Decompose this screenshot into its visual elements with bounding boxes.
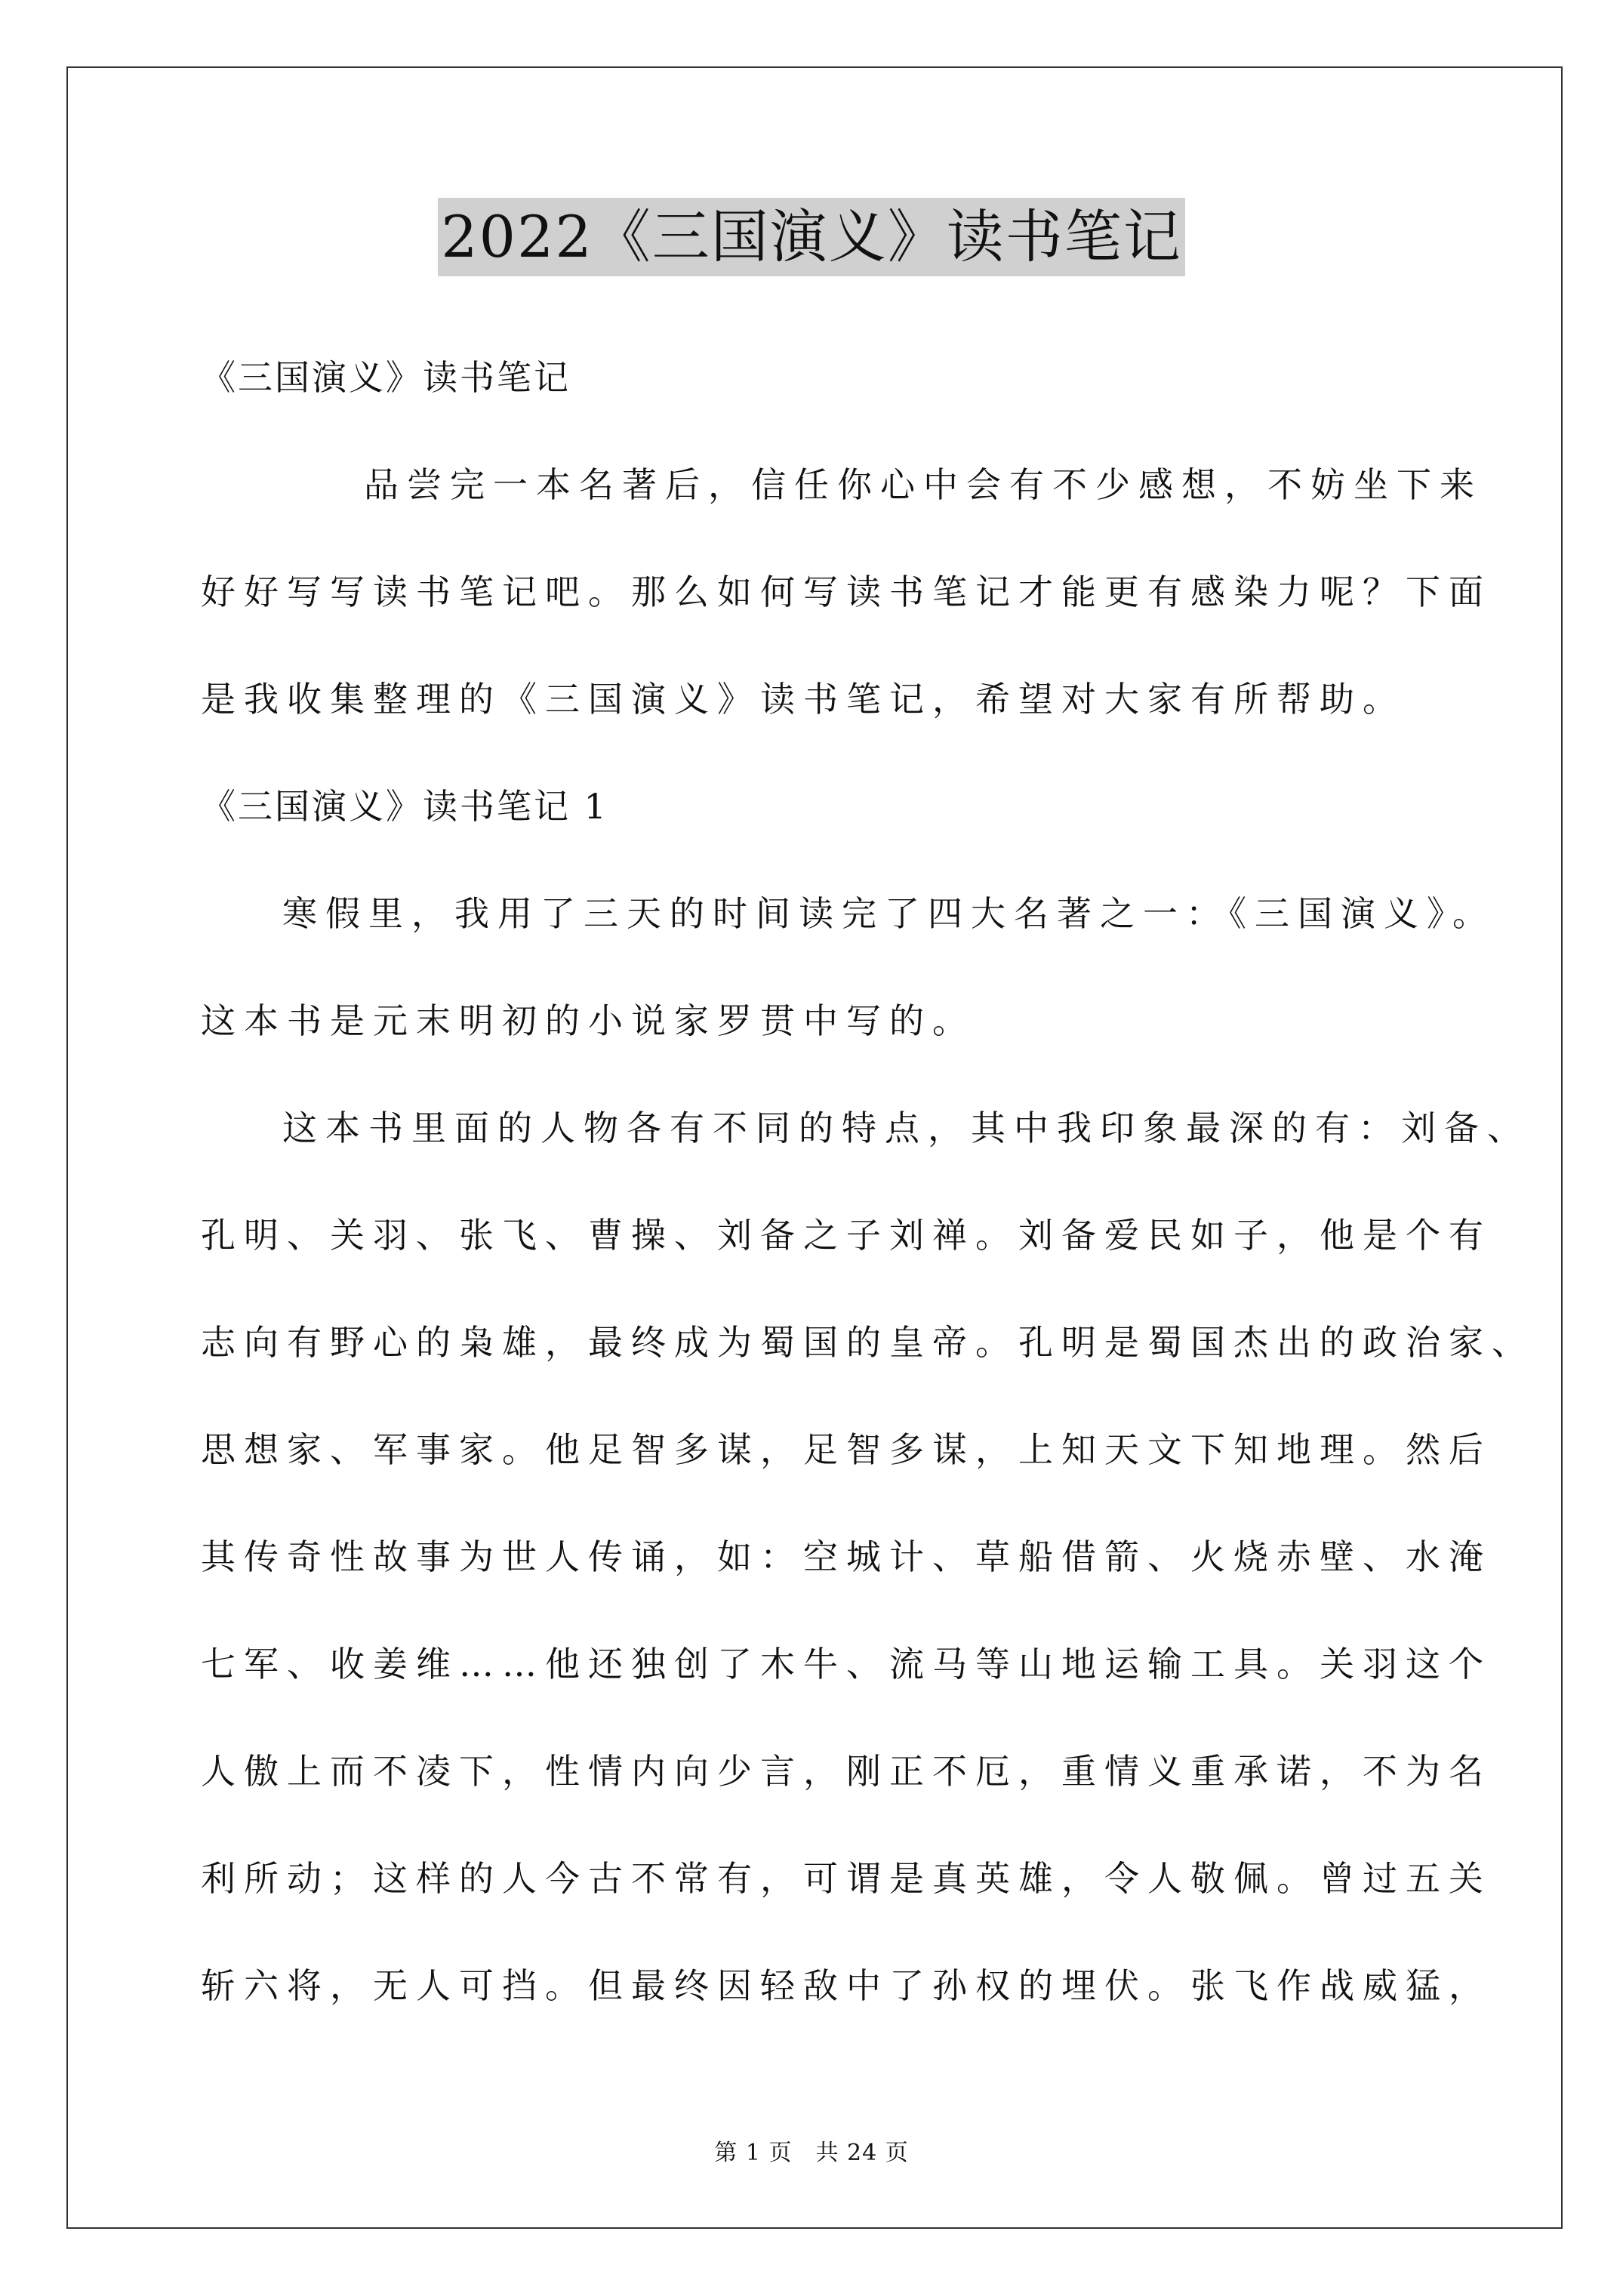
paragraph-line: 寒假里，我用了三天的时间读完了四大名著之一：《三国演义》。 bbox=[282, 893, 1495, 934]
section-heading: 《三国演义》读书笔记 1 bbox=[201, 786, 608, 827]
paragraph-line: 品尝完一本名著后，信任你心中会有不少感想，不妨坐下来 bbox=[364, 464, 1483, 505]
section-heading: 《三国演义》读书笔记 bbox=[201, 357, 571, 398]
document-title: 2022《三国演义》读书笔记 bbox=[438, 198, 1184, 276]
paragraph-line: 志向有野心的枭雄，最终成为蜀国的皇帝。孔明是蜀国杰出的政治家、 bbox=[201, 1322, 1535, 1363]
paragraph-line: 思想家、军事家。他足智多谋，足智多谋，上知天文下知地理。然后 bbox=[201, 1429, 1492, 1470]
page-footer: 第 1 页 共 24 页 bbox=[714, 2140, 909, 2166]
paragraph-line: 利所动；这样的人今古不常有，可谓是真英雄，令人敬佩。曾过五关 bbox=[201, 1858, 1492, 1899]
paragraph-line: 这本书里面的人物各有不同的特点，其中我印象最深的有：刘备、 bbox=[282, 1108, 1530, 1148]
paragraph-line: 人傲上而不凌下，性情内向少言，刚正不厄，重情义重承诺，不为名 bbox=[201, 1751, 1492, 1792]
paragraph-line: 好好写写读书笔记吧。那么如何写读书笔记才能更有感染力呢？下面 bbox=[201, 572, 1492, 612]
paragraph-line: 是我收集整理的《三国演义》读书笔记，希望对大家有所帮助。 bbox=[201, 679, 1406, 720]
paragraph-line: 七军、收姜维……他还独创了木牛、流马等山地运输工具。关羽这个 bbox=[201, 1644, 1492, 1684]
title-container bbox=[0, 198, 1623, 276]
paragraph-line: 孔明、关羽、张飞、曹操、刘备之子刘禅。刘备爱民如子，他是个有 bbox=[201, 1215, 1492, 1256]
paragraph-line: 斩六将，无人可挡。但最终因轻敌中了孙权的埋伏。张飞作战威猛， bbox=[201, 1965, 1492, 2006]
paragraph-line: 这本书是元末明初的小说家罗贯中写的。 bbox=[201, 1000, 975, 1041]
paragraph-line: 其传奇性故事为世人传诵，如：空城计、草船借箭、火烧赤壁、水淹 bbox=[201, 1536, 1492, 1577]
